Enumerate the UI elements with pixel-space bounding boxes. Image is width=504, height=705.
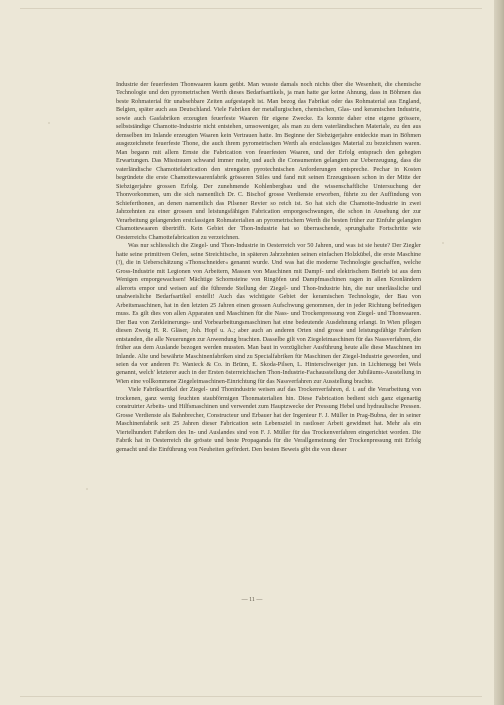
page-number: — 11 — xyxy=(241,597,263,603)
paragraph: Industrie der feuerfesten Thonwaaren kaum geübt. Man wusste damals noch nichts über die Wesenheit, die chemische Technologie und den pyrometrischen Werth dieses Bedarfsartikels, ja man hatte gar keine Ahnung, dass in Böhmen das beste Rohmaterial für unabsehbare Zeiten aufgestapelt ist. Man bezog das Fabrikat oder das Rohmaterial aus England, Belgien, später auch aus Deutschland. Viele Fabriken der metallurgischen, chemischen, Glas- und keramischen Industrie, sowie auch Gasfabriken erzeugten feuerfeste Waaren für eigene Zwecke. Es konnte daher eine eigene grössere, selbstständige Chamotte-Industrie nicht entstehen, umsoweniger, als man zu dem vaterländischen Materiale, zu den aus demselben im Inlande erzeugten Waaren kein Vertrauen hatte. Im Beginne der Siebzigerjahre entdeckte man in Böhmen ausgezeichnete feuerfeste Thone, die auch ihrem pyrometrischen Werth als erstclassiges Material zu bezeichnen waren. Man begann mit allem Ernste die Fabrication von feuerfesten Waaren, und der Erfolg entsprach den gehegten Erwartungen. Das Misstrauen schwand immer mehr, und auch die Consumenten gelangten zur Ueberzeugung, dass die vaterländische Chamottefabrication den strengsten pyrotechnischen Anforderungen entspreche. Pechar in Kosten begründete die erste Chamottewaarenfabrik grösseren Stiles und fand mit seinen Erzeugnissen schon in der Mitte der Siebzigerjahre grossen Erfolg. Der zunehmende Kohlenbergbau und die wissenschaftliche Untersuchung der Thonvorkommen, um die sich namentlich Dr. C. Bischof grosse Verdienste erworben, führte zu der Auffindung von Schieferthonen, an denen namentlich das Pilsener Revier so reich ist. So hat sich die Chamotte-Industrie in zwei Jahrzehnten zu einer grossen und leistungsfähigen Fabrication emporgeschwungen, die schon in Ansehung der zur Verarbeitung gelangenden erstclassigen Rohmaterialien an pyrometrischem Werth die besten früher zur Einfuhr gelangten Chamottewaaren übertrifft. Kein Gebiet der Thon-Industrie hat so überraschende, sprunghafte Fortschritte wie Oesterreichs Chamottefabrication zu verzeichnen. xyxy=(116,82,421,241)
page-bottom-rule xyxy=(20,696,482,697)
page-edge xyxy=(494,0,504,705)
paper-spot xyxy=(442,242,444,244)
paper-spot xyxy=(48,122,50,124)
paragraph: Was nur schliesslich die Ziegel- und Thon-Industrie in Oesterreich vor 50 Jahren, und was ist sie heute? Der Ziegler hatte seine primitiven Oefen, seine Streichtische, in späteren Jahrzehnten seinen einfachen Holzkübel, die erste Maschine (!), die in Ueberschätzung »Thonschneider« genannt wurde. Und was hat die moderne Technologie geschaffen, welche Gross-Industrie mit Legionen von Arbeitern, Massen von Maschinen mit Dampf- und elektrischem Betrieb ist aus dem Wenigen emporgewachsen! Mächtige Schornsteine von Ringöfen und Dampfmaschinen ragen in allen Kronländern allerorts empor und weisen auf die führende Stellung der Ziegel- und Thon-Industrie hin, die nur unerlässliche und unabweisliche Bedarfsartikel erstellt! Auch das wichtigste Gebiet der keramischen Technologie, der Bau von Arbeitsmaschinen, hat in den letzten 25 Jahren einen grossen Aufschwung genommen, der in jeder Richtung befriedigen muss. Es gilt dies von allen Apparaten und Maschinen für die Nass- und Trockenpressung von Ziegel- und Thonwaaren. Der Bau von Zerkleinerungs- und Vorbearbeitungsmaschinen hat eine bedeutende Ausdehnung erlangt. In Wien pflegen diesen Zweig H. R. Gläser, Joh. Hopf u. A.; aber auch an anderen Orten sind grosse und leistungsfähige Fabriken entstanden, die alle Neuerungen zur Anwendung brachten. Dasselbe gilt von Ziegeleimaschinen für das Nassverfahren, die früher aus dem Auslande bezogen werden mussten. Man baut in vorzüglicher Ausführung heute alle diese Maschinen im Inlande. Alte und bewährte Maschinenfabriken sind zu Specialfabriken für Maschinen der Ziegel-Industrie geworden, und seien da vor anderen Fr. Wanieck & Co. in Brünn, E. Skoda-Pilsen, L. Hinterschweiger jun. in Lichtenegg bei Wels genannt, welch' letzterer auch in der Ersten österreichischen Thon-Industrie-Fachausstellung der Jubiläums-Ausstellung in Wien eine vollkommene Ziegeleimaschinen-Einrichtung für das Nassverfahren zur Ausstellung brachte. xyxy=(116,243,421,385)
body-text xyxy=(116,81,421,454)
page-top-rule xyxy=(20,8,482,9)
paper-spot xyxy=(86,488,88,490)
paragraph: Viele Fabriksartikel der Ziegel- und Thonindustrie weisen auf das Trockenverfahren, d. i. auf die Verarbeitung von trockenen, ganz wenig feuchten staubförmigen Thonmaterialien hin. Diese Fabrication bedient sich ganz eigenartig construirter Arbeits- und Hilfsmaschinen und verwendet zum Hauptzwecke der Pressung Hebel und hydraulische Pressen. Grosse Verdienste als Bahnbrecher, Constructeur und Erbauer hat der Ingenieur F. J. Müller in Prag-Bubna, der in seiner Maschinenfabrik seit 25 Jahren dieser Fabrication sein Lebensziel in rastloser Arbeit gewidmet hat. Mehr als ein Viertelhundert Fabriken des In- und Auslandes sind von F. J. Müller für das Trockenverfahren eingerichtet worden. Die Fabrik hat in Oesterreich die grösste und beste Propaganda für die Verallgemeinung der Trockenpressung mit Erfolg gemacht und die Einführung von Neuheiten gefördert. Den besten Beweis gibt die von dieser xyxy=(116,387,421,453)
